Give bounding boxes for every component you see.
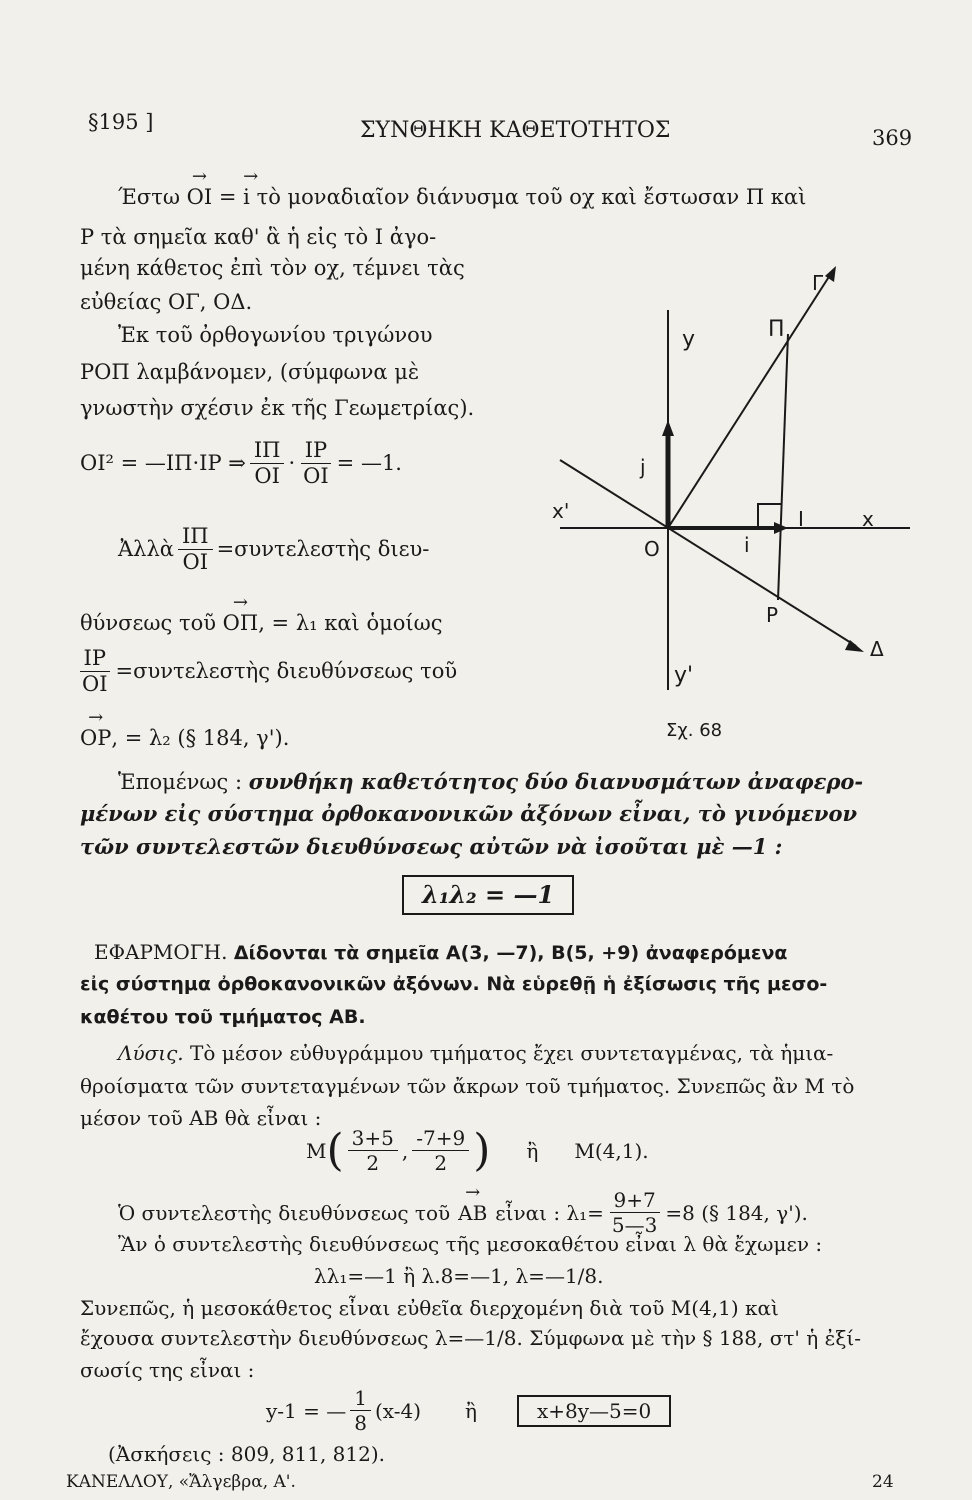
intro-line-3: μένη κάθετος ἐπὶ τὸν οχ, τέμνει τὰς bbox=[80, 256, 465, 280]
label-x: x bbox=[862, 507, 874, 531]
conclusion-line-3: τῶν συντελεστῶν διευθύνσεως αὐτῶν νὰ ἰσοῦται μὲ —1 : bbox=[80, 834, 783, 859]
intro-line-6: ΡΟΠ λαμβάνομεν, (σύμφωνα μὲ bbox=[80, 360, 420, 384]
intro-line-7: γνωστὴν σχέσιν ἐκ τῆς Γεωμετρίας). bbox=[80, 396, 475, 420]
page-number: 369 bbox=[872, 126, 913, 150]
alla-line-2: θύνσεως τοῦ → ΟΠ, = λ₁ καὶ ὁμοίως bbox=[80, 613, 443, 634]
conclusion-text-3: σωσίς της εἶναι : bbox=[80, 1358, 255, 1382]
solution-line-3: μέσον τοῦ ΑΒ θὰ εἶναι : bbox=[80, 1106, 322, 1130]
label-i-point: I bbox=[798, 507, 804, 531]
line-od bbox=[560, 460, 856, 646]
label-y: y bbox=[682, 327, 696, 352]
page-title: ΣΥΝΘΗΚΗ ΚΑΘΕΤΟΤΗΤΟΣ bbox=[360, 118, 671, 143]
label-rho: P bbox=[766, 603, 779, 627]
figure-caption: Σχ. 68 bbox=[666, 720, 723, 740]
intro-line-5: Ἐκ τοῦ ὀρθογωνίου τριγώνου bbox=[118, 323, 433, 347]
conclusion-line-2: μένων εἰς σύστημα ὀρθοκανονικῶν ἀξόνων εἶναι, τὸ γινόμενον bbox=[80, 801, 858, 826]
label-pi: Π bbox=[768, 317, 785, 342]
label-y-prime: y' bbox=[674, 663, 694, 688]
application-line-3: καθέτου τοῦ τμήματος ΑΒ. bbox=[80, 1006, 366, 1028]
label-i-vector: i bbox=[744, 533, 750, 557]
solution-line-1: Λύσις. Τὸ μέσον εὐθυγράμμου τμήματος ἔχει συντεταγμένας, τὰ ἡμια- bbox=[118, 1041, 834, 1065]
footer-signature: 24 bbox=[872, 1472, 894, 1492]
label-j: j bbox=[640, 455, 646, 479]
label-origin: O bbox=[644, 537, 660, 561]
label-delta: Δ bbox=[870, 637, 884, 661]
application-line-1: ΕΦΑΡΜΟΓΗ. Δίδονται τὰ σημεῖα Α(3, —7), Β(5, +9) ἀναφερόμενα bbox=[94, 940, 788, 964]
unit-vector-j-arrowhead bbox=[662, 420, 674, 436]
line-og bbox=[668, 272, 832, 528]
slope-ab-line: Ὁ συντελεστὴς διευθύνσεως τοῦ → ΑΒ εἶναι : λ₁= $\frac{9+7}{5—3}$ =8 (§ 184, γ'). bbox=[118, 1190, 808, 1235]
section-marker: §195 ] bbox=[88, 110, 154, 134]
perpendicular-line bbox=[778, 334, 788, 600]
boxed-final-equation: x+8y—5=0 bbox=[517, 1395, 671, 1427]
label-x-prime: x' bbox=[552, 499, 570, 523]
perpendicular-slope-line-1: Ἂν ὁ συντελεστὴς διευθύνσεως τῆς μεσοκαθέτου εἶναι λ θὰ ἔχωμεν : bbox=[118, 1232, 823, 1256]
conclusion-text-2: ἔχουσα συντελεστὴν διευθύνσεως λ=—1/8. Σύμφωνα μὲ τὴν § 188, στ' ἡ ἐξί- bbox=[80, 1326, 861, 1350]
application-line-2: εἰς σύστημα ὀρθοκανονικῶν ἀξόνων. Νὰ εὑρεθῇ ἡ ἐξίσωσις τῆς μεσο- bbox=[80, 973, 828, 995]
solution-line-2: θροίσματα τῶν συντεταγμένων τῶν ἄκρων τοῦ τμήματος. Συνεπῶς ἂν Μ τὸ bbox=[80, 1074, 855, 1098]
equation-oi-squared: ΟΙ² = —ΙΠ·ΙΡ ⇒ $\frac{I\Pi}{OI}$ · $\frac{IP}{OI}$ = —1. bbox=[80, 438, 402, 488]
midpoint-equation: Μ ( $\frac{3+5}{2}$ , $\frac{-7+9}{2}$ ) ἢ Μ(4,1). bbox=[306, 1124, 649, 1176]
intro-line-4: εὐθείας ΟΓ, ΟΔ. bbox=[80, 290, 253, 314]
figure-68 bbox=[540, 260, 920, 740]
perpendicular-slope-line-2: λλ₁=—1 ἢ λ.8=—1, λ=—1/8. bbox=[314, 1264, 604, 1288]
intro-line-2: Ρ τὰ σημεῖα καθ' ἃ ἡ εἰς τὸ Ι ἀγο- bbox=[80, 225, 437, 249]
exercises-reference: (Ἀσκήσεις : 809, 811, 812). bbox=[108, 1442, 386, 1466]
boxed-condition: λ₁λ₂ = —1 bbox=[402, 875, 574, 915]
alla-line-3: $\frac{IP}{OI}$ =συντελεστὴς διευθύνσεως τοῦ bbox=[74, 648, 457, 695]
conclusion-line-1: Ἑπομένως : συνθήκη καθετότητος δύο διανυσμάτων ἀναφερο- bbox=[118, 769, 864, 794]
alla-line-1: Ἀλλὰ $\frac{I\Pi}{OI}$ =συντελεστὴς διευ- bbox=[118, 524, 430, 574]
conclusion-text-1: Συνεπῶς, ἡ μεσοκάθετος εἶναι εὐθεῖα διερχομένη διὰ τοῦ Μ(4,1) καὶ bbox=[80, 1296, 779, 1320]
intro-line-1: Έστω → ΟΙ = → i τὸ μοναδιαῖον διάνυσμα τοῦ οχ καὶ ἔστωσαν Π καὶ bbox=[118, 187, 806, 208]
final-equation: y-1 = — $\frac{1}{8}$ (x-4) ἢ x+8y—5=0 bbox=[266, 1388, 671, 1433]
alla-line-4: → ΟΡ, = λ₂ (§ 184, γ'). bbox=[80, 728, 289, 749]
label-gamma: Γ bbox=[812, 271, 824, 295]
footer-left: ΚΑΝΕΛΛΟΥ, «Ἄλγεβρα, Α'. bbox=[66, 1472, 296, 1492]
